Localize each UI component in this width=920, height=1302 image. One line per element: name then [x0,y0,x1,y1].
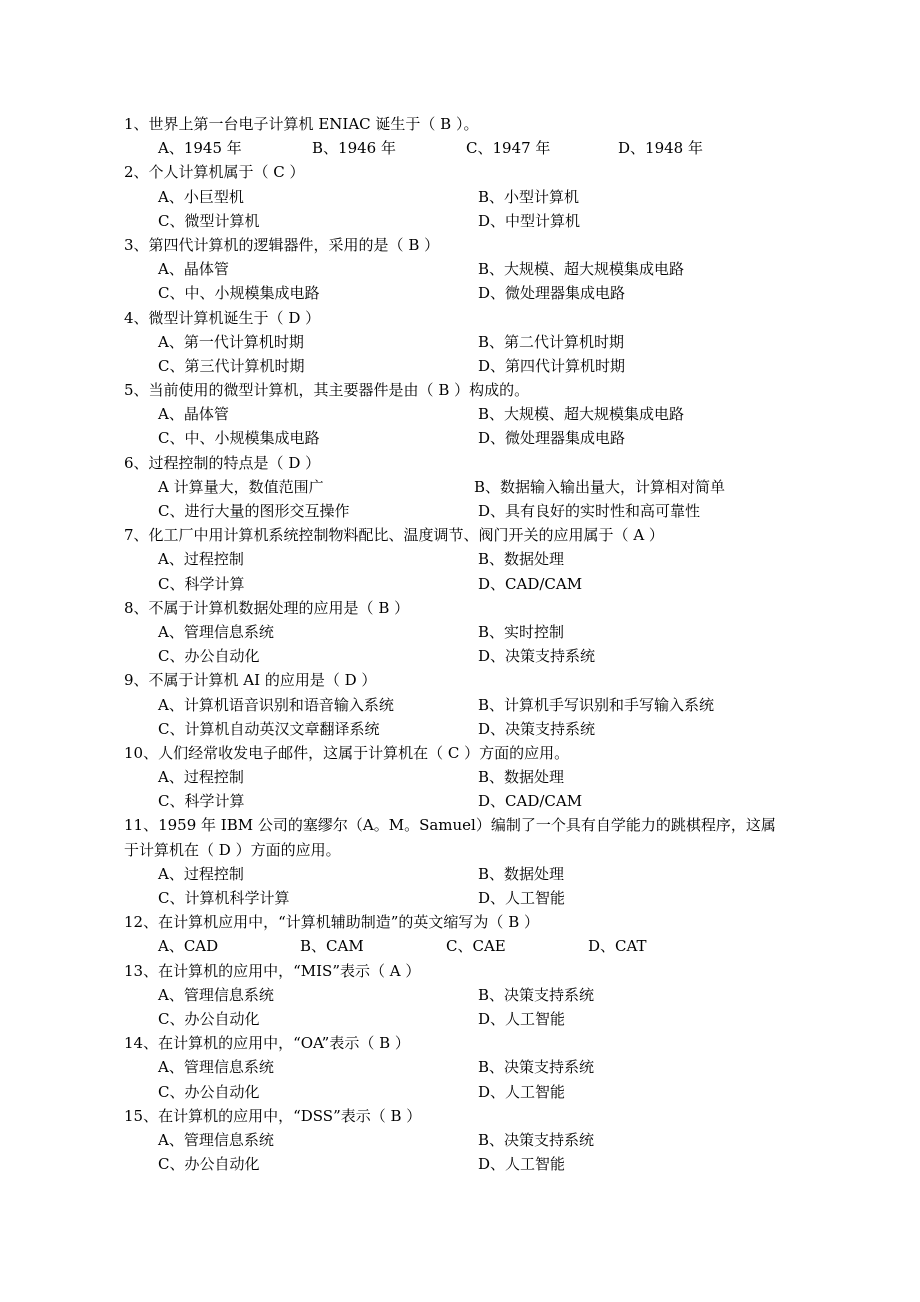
answer-option: A、第一代计算机时期 [158,332,304,351]
question-stem: 1、世界上第一台电子计算机 ENIAC 诞生于（ B ）。 [124,115,479,133]
question-stem: 6、过程控制的特点是（ D ） [124,453,321,472]
answer-option: D、中型计算机 [478,211,581,230]
option-row [124,983,804,1007]
option-row [124,354,804,378]
answer-option: D、CAD/CAM [478,574,583,593]
option-row [124,1055,804,1079]
answer-option: A、过程控制 [158,550,244,569]
answer-option: D、第四代计算机时期 [478,356,626,375]
option-row [124,644,804,668]
answer-option: C、科学计算 [158,792,245,811]
answer-option: B、第二代计算机时期 [478,332,625,351]
answer-option: C、1947 年 [466,139,551,158]
option-row [124,572,804,596]
option-row [124,693,804,717]
option-row [124,886,804,910]
answer-option: D、CAD/CAM [478,792,583,811]
question-stem: 10、人们经常收发电子邮件，这属于计算机在（ C ）方面的应用。 [124,743,570,762]
answer-option: B、数据输入输出量大，计算相对简单 [474,477,726,496]
question-stem: 12、在计算机应用中，“计算机辅助制造”的英文缩写为（ B ） [124,913,539,932]
answer-option: B、CAM [300,937,364,956]
option-row [124,475,804,499]
answer-option: D、具有良好的实时性和高可靠性 [478,502,701,520]
answer-option: B、数据处理 [478,550,565,569]
answer-option: C、办公自动化 [158,1009,260,1028]
answer-option: A、计算机语音识别和语音输入系统 [158,695,394,714]
option-row [124,547,804,571]
answer-option: C、微型计算机 [158,211,260,230]
option-row [124,1152,804,1176]
answer-option: A、晶体管 [158,405,229,424]
answer-option: C、科学计算 [158,574,245,593]
answer-option: C、进行大量的图形交互操作 [158,502,350,520]
answer-option: D、CAT [588,937,647,956]
option-row [124,426,804,450]
answer-option: D、人工智能 [478,1009,566,1028]
question-stem: 8、不属于计算机数据处理的应用是（ B ） [124,598,410,617]
option-row [124,257,804,281]
option-row [124,862,804,886]
answer-option: D、微处理器集成电路 [478,429,626,448]
question-stem: 13、在计算机的应用中，“MIS”表示（ A ） [124,961,421,980]
option-row [124,281,804,305]
answer-option: A、管理信息系统 [158,1130,274,1149]
answer-option: D、决策支持系统 [478,719,596,738]
answer-option: C、CAE [446,937,506,956]
option-row [124,1080,804,1104]
option-row [124,209,804,233]
question-stem: 3、第四代计算机的逻辑器件，采用的是（ B ） [124,235,440,254]
answer-option: B、小型计算机 [478,187,580,206]
answer-option: A、小巨型机 [158,187,244,206]
question-list [124,112,804,1176]
answer-option: B、决策支持系统 [478,1130,595,1149]
answer-option: C、中、小规模集成电路 [158,284,320,303]
answer-option: C、办公自动化 [158,1082,260,1101]
option-row [124,1128,804,1152]
question-stem-continued: 于计算机在（ D ）方面的应用。 [124,840,341,859]
answer-option: C、计算机自动英汉文章翻译系统 [158,719,380,738]
question-stem: 5、当前使用的微型计算机，其主要器件是由（ B ）构成的。 [124,381,530,400]
option-row [124,789,804,813]
answer-option: B、1946 年 [312,139,396,158]
answer-option: D、微处理器集成电路 [478,284,626,303]
answer-option: B、数据处理 [478,768,565,787]
answer-option: A、过程控制 [158,864,244,883]
question-stem: 14、在计算机的应用中，“OA”表示（ B ） [124,1034,410,1053]
option-row [124,765,804,789]
answer-option: B、决策支持系统 [478,985,595,1004]
answer-option: C、计算机科学计算 [158,889,290,907]
answer-option: C、中、小规模集成电路 [158,429,320,448]
answer-option: A、过程控制 [158,768,244,787]
answer-option: C、办公自动化 [158,1155,260,1174]
answer-option: B、决策支持系统 [478,1058,595,1077]
answer-option: B、大规模、超大规模集成电路 [478,405,685,424]
option-row [124,1007,804,1031]
answer-option: D、1948 年 [618,139,703,158]
answer-option: A、管理信息系统 [158,622,274,641]
question-stem: 2、个人计算机属于（ C ） [124,163,305,182]
option-row [124,330,804,354]
answer-option: D、人工智能 [478,1082,566,1101]
question-stem: 11、1959 年 IBM 公司的塞缪尔（A。M。Samuel）编制了一个具有自学能力的跳棋程序，这属 [124,816,776,835]
answer-option: D、决策支持系统 [478,647,596,666]
answer-option: C、办公自动化 [158,647,260,666]
answer-option: A、管理信息系统 [158,985,274,1004]
question-stem: 9、不属于计算机 AI 的应用是（ D ） [124,671,377,690]
answer-option: B、大规模、超大规模集成电路 [478,260,685,279]
answer-option: B、数据处理 [478,864,565,883]
question-stem: 4、微型计算机诞生于（ D ） [124,308,321,327]
question-stem: 15、在计算机的应用中，“DSS”表示（ B ） [124,1106,422,1125]
option-row [124,185,804,209]
answer-option: A、管理信息系统 [158,1058,274,1077]
option-row [124,717,804,741]
answer-option: A、1945 年 [158,139,242,158]
option-row [124,499,804,523]
answer-option: B、计算机手写识别和手写输入系统 [478,695,715,714]
question-stem: 7、化工厂中用计算机系统控制物料配比、温度调节、阀门开关的应用属于（ A ） [124,526,664,545]
answer-option: A、CAD [158,937,219,956]
answer-option: C、第三代计算机时期 [158,356,305,375]
answer-option: D、人工智能 [478,1155,566,1174]
answer-option: A、晶体管 [158,260,229,279]
answer-option: B、实时控制 [478,622,565,641]
option-row [124,402,804,426]
option-row [124,934,804,958]
answer-option: A 计算量大，数值范围广 [158,477,324,496]
option-row [124,620,804,644]
option-row [124,136,804,160]
answer-option: D、人工智能 [478,889,566,907]
